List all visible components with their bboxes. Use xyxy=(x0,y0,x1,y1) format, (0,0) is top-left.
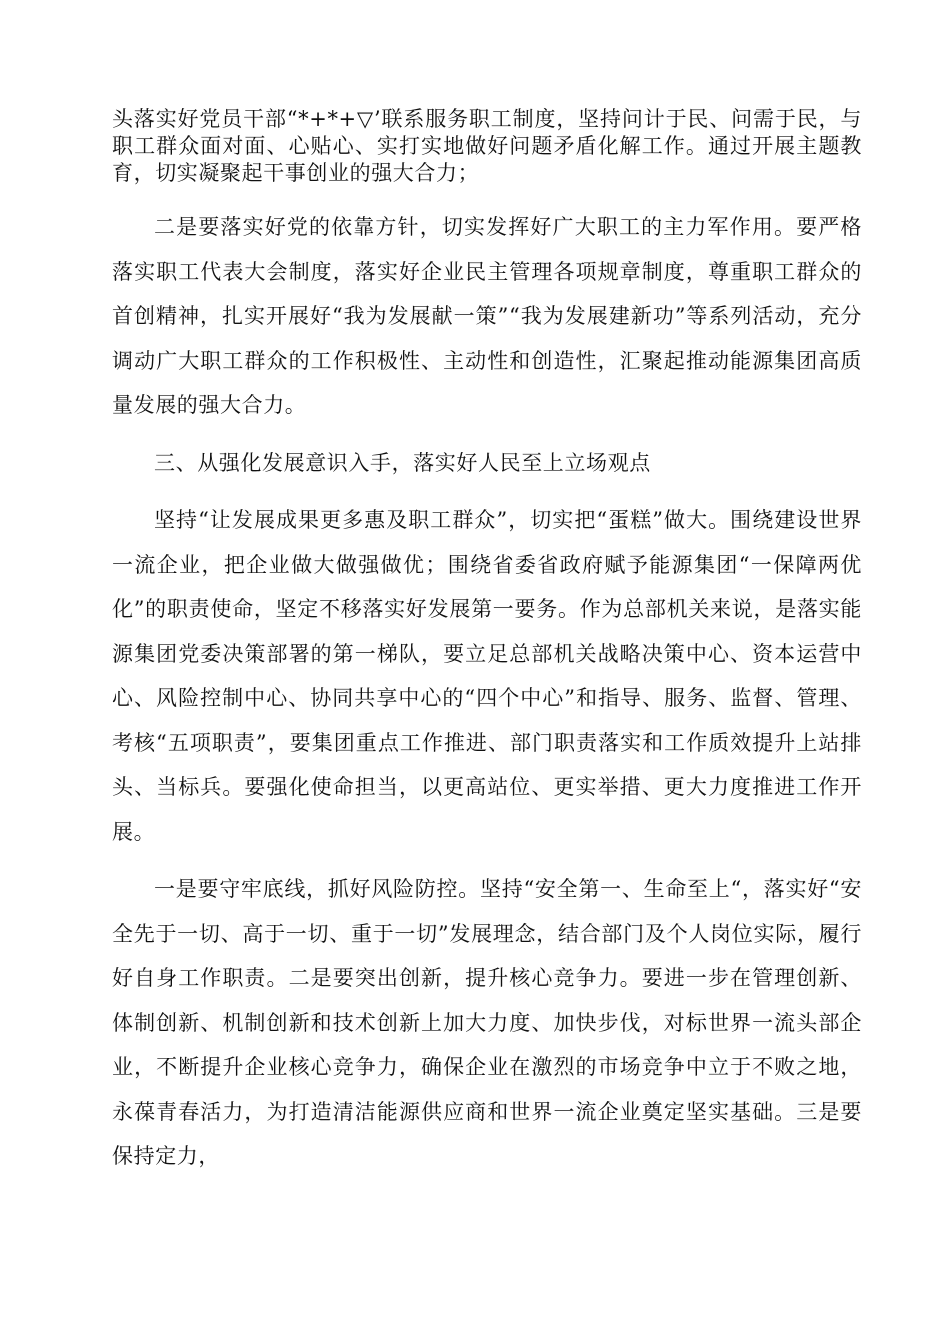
paragraph-development: 坚持“让发展成果更多惠及职工群众”，切实把“蛋糕”做大。围绕建设世界一流企业，把企业做大做强做优；围绕省委省政府赋予能源集团“一保障两优化”的职责使命，坚定不移落实好发展第一要务。作为总部机关来说，是落实能源集团党委决策部署的第一梯队，要立足总部机关战略决策中心、资本运营中心、风险控制中心、协同共享中心的“四个中心”和指导、服务、监督、管理、考核“五项职责”，要集团重点工作推进、部门职责落实和工作质效提升上站排头、当标兵。要强化使命担当，以更高站位、更实举措、更大力度推进工作开展。 xyxy=(112,508,862,844)
paragraph-gap xyxy=(112,428,862,441)
paragraph-gap xyxy=(112,854,862,867)
section-heading-three: 三、从强化发展意识入手，落实好人民至上立场观点 xyxy=(154,450,651,475)
paragraph-second-point: 二是要落实好党的依靠方针，切实发挥好广大职工的主力军作用。要严格落实职工代表大会制度，落实好企业民主管理各项规章制度，尊重职工群众的首创精神，扎实开展好“我为发展献一策”“我为发展建新功”等系列活动，充分调动广大职工群众的工作积极性、主动性和创造性，汇聚起推动能源集团高质量发展的强大合力。 xyxy=(112,215,862,417)
document-body xyxy=(112,106,862,1179)
paragraph-gap xyxy=(112,485,862,498)
paragraph-continuation: 头落实好党员干部“*+*+▽’联系服务职工制度，坚持问计于民、问需于民，与职工群众面对面、心贴心、实打实地做好问题矛盾化解工作。通过开展主题教育，切实凝聚起干事创业的强大合力； xyxy=(112,107,862,185)
paragraph-risk-innovation: 一是要守牢底线，抓好风险防控。坚持“安全第一、生命至上“，落实好“安全先于一切、高于一切、重于一切”发展理念，结合部门及个人岗位实际，履行好自身工作职责。二是要突出创新，提升核心竞争力。要进一步在管理创新、体制创新、机制创新和技术创新上加大力度、加快步伐，对标世界一流头部企业，不断提升企业核心竞争力，确保企业在激烈的市场竞争中立于不败之地，永葆青春活力，为打造清洁能源供应商和世界一流企业奠定坚实基础。三是要保持定力， xyxy=(112,877,862,1168)
paragraph-gap xyxy=(112,187,862,205)
